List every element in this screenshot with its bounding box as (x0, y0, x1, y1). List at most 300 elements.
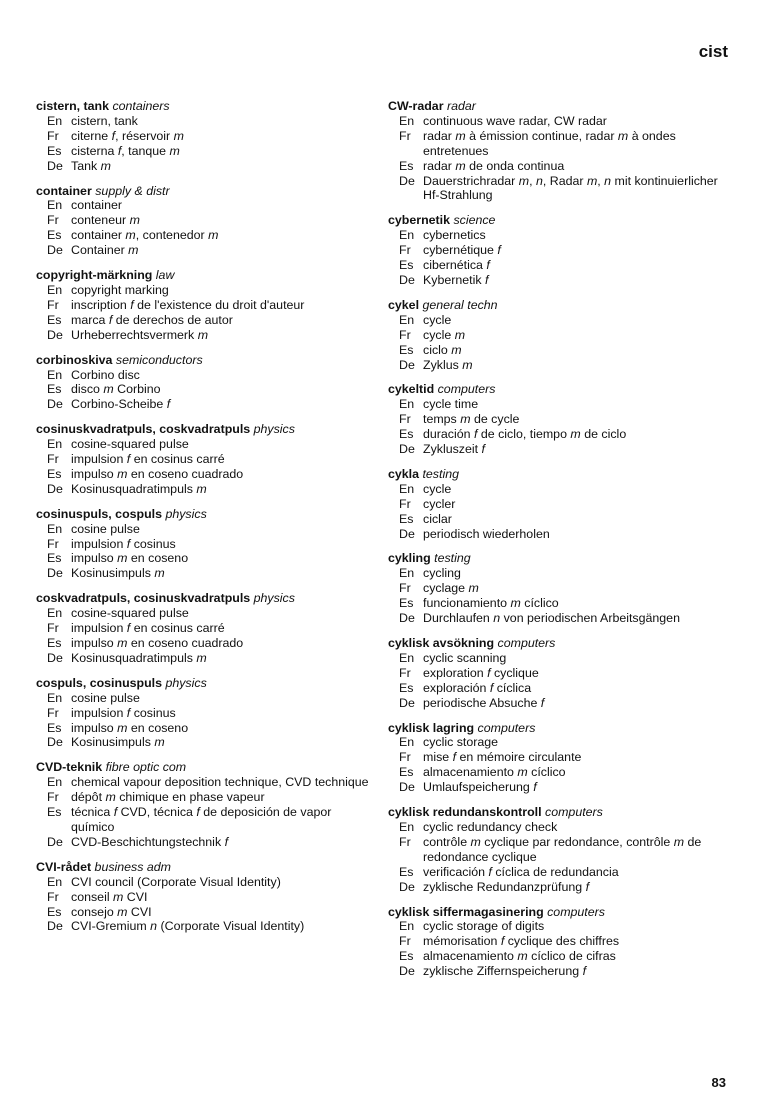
entry-term: cyklisk siffermagasinering (388, 904, 544, 919)
language-code: Es (47, 636, 62, 650)
translation-line (388, 258, 733, 273)
entry-field: computers (545, 805, 603, 820)
language-code: Fr (399, 581, 411, 596)
translation-line (388, 328, 733, 343)
translation-text: continuous wave radar, CW radar (423, 113, 607, 128)
dictionary-entry (388, 382, 733, 457)
translation-text: mise f en mémoire circulante (423, 750, 582, 765)
translation-text: funcionamiento m cíclico (423, 596, 559, 611)
language-code: En (399, 919, 415, 934)
translation-line (36, 397, 376, 412)
translation-text: container (71, 198, 122, 213)
language-code: En (47, 690, 63, 705)
language-code: Fr (47, 705, 59, 720)
dictionary-entry (388, 805, 733, 894)
entry-field: physics (253, 591, 295, 606)
entry-field: computers (477, 720, 536, 735)
entry-headword (36, 676, 376, 691)
translation-line (36, 735, 376, 750)
translation-line (36, 875, 376, 890)
translation-line (36, 159, 376, 174)
language-code: Fr (47, 536, 59, 551)
translation-text: container m, contenedor m (71, 228, 219, 243)
translation-text: cybernétique f (423, 243, 501, 258)
translation-text: Kosinusquadratimpuls m (71, 650, 207, 665)
translation-text: CVD-Beschichtungstechnik f (71, 834, 229, 849)
dictionary-entry (36, 99, 376, 174)
translation-line (36, 313, 376, 328)
language-code: De (47, 735, 63, 750)
translation-line (388, 159, 733, 174)
language-code: En (47, 775, 63, 790)
language-code: De (47, 243, 63, 258)
translation-line (36, 905, 376, 920)
translation-text: temps m de cycle (423, 412, 520, 427)
language-code: Fr (399, 496, 411, 511)
dictionary-entry (388, 636, 733, 711)
entry-field: containers (112, 99, 170, 113)
entry-headword (36, 99, 376, 114)
entry-field: radar (446, 99, 476, 113)
entry-headword (36, 760, 376, 775)
translation-line (388, 442, 733, 457)
entry-field: fibre optic com (105, 760, 187, 775)
language-code: Es (399, 949, 414, 964)
language-code: En (47, 606, 63, 621)
translation-text: copyright marking (71, 282, 169, 297)
translation-line (36, 114, 376, 129)
translation-text: cycler (423, 496, 456, 511)
dictionary-entry (36, 860, 376, 935)
language-code: En (399, 650, 415, 665)
translation-text: impulsion f cosinus (71, 536, 176, 551)
translation-text: cyclic storage of digits (423, 919, 545, 934)
translation-text: Kosinusquadratimpuls m (71, 481, 207, 496)
translation-line (36, 651, 376, 666)
translation-text: cistern, tank (71, 113, 138, 128)
entry-term: cistern, tank (36, 99, 109, 113)
translation-line (388, 512, 733, 527)
language-code: Es (47, 143, 62, 158)
entry-headword (36, 507, 376, 522)
dictionary-entry (36, 507, 376, 582)
translation-line (36, 835, 376, 850)
entry-field: testing (422, 466, 459, 481)
translation-line (36, 522, 376, 537)
entry-term: cyklisk lagring (388, 720, 475, 735)
translation-text: cycle (423, 481, 452, 496)
translation-text: impulso m en coseno (71, 720, 189, 735)
translation-text: duración f de ciclo, tiempo m de ciclo (423, 427, 627, 442)
language-code: En (399, 113, 415, 128)
translation-line (36, 482, 376, 497)
entry-term: CW-radar (388, 99, 444, 113)
translation-text: cycling (423, 566, 461, 581)
translation-text: periodisch wiederholen (423, 526, 550, 541)
translation-text: mémorisation f cyclique des chiffres (423, 934, 620, 949)
translation-text: impulsion f en cosinus carré (71, 452, 225, 467)
translation-line (388, 949, 733, 964)
entry-headword (388, 467, 733, 482)
translation-text: impulso m en coseno cuadrado (71, 466, 244, 481)
dictionary-entry (388, 213, 733, 288)
translation-text: citerne f, réservoir m (71, 128, 184, 143)
translation-text: conteneur m (71, 213, 140, 228)
translation-text: cosine pulse (71, 690, 140, 705)
entry-term: cykel (388, 297, 420, 312)
translation-line (36, 243, 376, 258)
translation-text: CVI-Gremium n (Corporate Visual Identity) (71, 919, 305, 934)
translation-line (36, 621, 376, 636)
language-code: Fr (399, 128, 411, 143)
translation-line (388, 497, 733, 512)
language-code: De (47, 481, 63, 496)
translation-text: cyclic storage (423, 735, 499, 750)
translation-line (36, 919, 376, 934)
translation-text: marca f de derechos de autor (71, 312, 233, 327)
translation-text: periodische Absuche f (423, 695, 545, 710)
translation-line (36, 537, 376, 552)
translation-line (36, 606, 376, 621)
translation-text: Zykluszeit f (423, 442, 485, 457)
entry-term: cykling (388, 551, 431, 566)
translation-line (388, 820, 733, 835)
translation-text: ciclo m (423, 342, 462, 357)
translation-text: radar m à émission continue, radar m à ondes entretenues (423, 128, 676, 158)
entry-field: supply & distr (95, 183, 170, 198)
translation-text: cisterna f, tanque m (71, 143, 180, 158)
language-code: De (47, 650, 63, 665)
translation-line (36, 721, 376, 736)
language-code: En (399, 228, 415, 243)
translation-line (388, 114, 733, 129)
translation-line (36, 452, 376, 467)
dictionary-entry (388, 721, 733, 796)
translation-line (36, 198, 376, 213)
entry-term: cybernetik (388, 213, 450, 228)
entry-field: computers (497, 636, 556, 650)
language-code: Es (47, 551, 62, 566)
translation-line (36, 636, 376, 651)
entry-term: cyklisk avsökning (388, 636, 495, 650)
translation-line (36, 566, 376, 581)
entry-term: CVD-teknik (36, 760, 103, 775)
entry-headword (36, 184, 376, 199)
translation-text: Umlaufspeicherung f (423, 780, 537, 795)
language-code: En (399, 481, 415, 496)
translation-line (388, 765, 733, 780)
translation-text: Container m (71, 243, 139, 258)
translation-text: verificación f cíclica de redundancia (423, 864, 619, 879)
language-code: De (399, 879, 415, 894)
dictionary-entry (388, 905, 733, 980)
language-code: De (47, 327, 63, 342)
translation-line (388, 228, 733, 243)
translation-line (388, 412, 733, 427)
translation-line (388, 581, 733, 596)
language-code: Es (399, 680, 414, 695)
dictionary-entry (36, 353, 376, 413)
language-code: De (399, 526, 415, 541)
translation-line (388, 735, 733, 750)
entry-field: physics (165, 506, 207, 521)
entry-headword (388, 905, 733, 920)
translation-text: cyclic redundancy check (423, 819, 558, 834)
translation-text: impulso m en coseno (71, 551, 189, 566)
translation-text: cosine-squared pulse (71, 606, 189, 621)
translation-text: cosine-squared pulse (71, 437, 189, 452)
language-code: Es (47, 805, 62, 820)
entry-field: testing (434, 551, 471, 566)
language-code: Es (47, 382, 62, 397)
page-number: 83 (711, 1075, 726, 1090)
translation-line (36, 805, 376, 835)
language-code: De (47, 566, 63, 581)
translation-line (388, 566, 733, 581)
entry-field: physics (253, 422, 295, 437)
language-code: Es (47, 904, 62, 919)
entry-field: business adm (94, 859, 171, 874)
translation-text: Durchlaufen n von periodischen Arbeitsgängen (423, 611, 680, 626)
translation-line (388, 174, 733, 204)
translation-line (36, 437, 376, 452)
language-code: De (399, 611, 415, 626)
language-code: De (399, 780, 415, 795)
dictionary-entry (36, 676, 376, 751)
translation-line (388, 243, 733, 258)
translation-text: Kosinusimpuls m (71, 566, 165, 581)
translation-text: exploration f cyclique (423, 665, 539, 680)
translation-text: almacenamiento m cíclico de cifras (423, 949, 616, 964)
translation-text: cibernética f (423, 258, 490, 273)
language-code: Fr (47, 128, 59, 143)
translation-line (388, 397, 733, 412)
entry-headword (36, 591, 376, 606)
entry-field: semiconductors (115, 352, 203, 367)
language-code: Fr (399, 327, 411, 342)
translation-text: consejo m CVI (71, 904, 152, 919)
translation-line (36, 467, 376, 482)
language-code: Fr (399, 412, 411, 427)
language-code: En (399, 735, 415, 750)
translation-text: contrôle m cyclique par redondance, contrôle m de redondance cyclique (423, 834, 702, 864)
language-code: De (399, 964, 415, 979)
entry-headword (36, 860, 376, 875)
entry-headword (388, 551, 733, 566)
language-code: En (47, 282, 63, 297)
language-code: Fr (47, 452, 59, 467)
translation-text: conseil m CVI (71, 889, 148, 904)
translation-line (388, 681, 733, 696)
translation-line (388, 780, 733, 795)
translation-line (388, 919, 733, 934)
language-code: Es (399, 158, 414, 173)
entry-field: physics (165, 675, 207, 690)
language-code: En (47, 874, 63, 889)
language-code: Es (399, 342, 414, 357)
entry-headword (36, 422, 376, 437)
dictionary-entry (36, 268, 376, 343)
translation-line (388, 427, 733, 442)
translation-line (388, 934, 733, 949)
entry-term: coskvadratpuls, cosinuskvadratpuls (36, 591, 251, 606)
translation-text: chemical vapour deposition technique, CVD technique (71, 775, 369, 790)
entry-term: copyright-märkning (36, 268, 153, 283)
language-code: Fr (47, 790, 59, 805)
translation-line (36, 890, 376, 905)
translation-text: impulsion f en cosinus carré (71, 621, 225, 636)
language-code: Es (399, 765, 414, 780)
translation-line (36, 790, 376, 805)
language-code: De (399, 442, 415, 457)
translation-text: Kosinusimpuls m (71, 735, 165, 750)
translation-line (388, 880, 733, 895)
entry-term: cospuls, cosinuspuls (36, 675, 162, 690)
translation-text: cyclic scanning (423, 650, 507, 665)
entry-headword (36, 268, 376, 283)
translation-text: cycle (423, 312, 452, 327)
translation-line (36, 298, 376, 313)
language-code: Es (399, 511, 414, 526)
translation-text: almacenamiento m cíclico (423, 765, 566, 780)
entry-term: cykla (388, 466, 420, 481)
language-code: En (47, 437, 63, 452)
translation-text: cyclage m (423, 581, 479, 596)
translation-line (388, 313, 733, 328)
entry-field: law (155, 268, 175, 283)
language-code: Es (47, 228, 62, 243)
language-code: En (399, 312, 415, 327)
language-code: Fr (399, 934, 411, 949)
translation-line (36, 213, 376, 228)
language-code: En (399, 397, 415, 412)
translation-line (36, 551, 376, 566)
language-code: Fr (47, 889, 59, 904)
translation-text: exploración f cíclica (423, 680, 532, 695)
translation-line (388, 964, 733, 979)
language-code: De (399, 173, 415, 188)
translation-line (36, 706, 376, 721)
translation-text: dépôt m chimique en phase vapeur (71, 790, 265, 805)
language-code: De (47, 834, 63, 849)
translation-text: disco m Corbino (71, 382, 161, 397)
translation-text: cybernetics (423, 228, 486, 243)
language-code: Fr (47, 213, 59, 228)
translation-text: Kybernetik f (423, 272, 489, 287)
translation-text: Tank m (71, 158, 111, 173)
language-code: En (399, 566, 415, 581)
dictionary-entry (388, 298, 733, 373)
language-code: En (47, 198, 63, 213)
entry-term: container (36, 183, 92, 198)
entry-term: corbinoskiva (36, 352, 113, 367)
language-code: De (399, 357, 415, 372)
dictionary-entry (388, 99, 733, 203)
entry-headword (388, 298, 733, 313)
right-column (388, 99, 733, 989)
language-code: Fr (399, 750, 411, 765)
language-code: Es (47, 312, 62, 327)
translation-line (388, 835, 733, 865)
dictionary-entry (36, 591, 376, 666)
language-code: Fr (399, 243, 411, 258)
translation-line (36, 228, 376, 243)
entry-headword (36, 353, 376, 368)
entry-headword (388, 382, 733, 397)
language-code: En (399, 819, 415, 834)
translation-line (388, 696, 733, 711)
translation-text: Zyklus m (423, 357, 473, 372)
translation-line (388, 651, 733, 666)
translation-text: impulso m en coseno cuadrado (71, 636, 244, 650)
entry-term: cosinuskvadratpuls, coskvadratpuls (36, 422, 251, 437)
entry-term: cosinuspuls, cospuls (36, 506, 162, 521)
translation-line (388, 343, 733, 358)
language-code: Es (399, 427, 414, 442)
dictionary-entry (36, 184, 376, 259)
translation-text: inscription f de l'existence du droit d'auteur (71, 297, 305, 312)
translation-line (36, 775, 376, 790)
language-code: Fr (47, 621, 59, 636)
left-column (36, 99, 376, 944)
dictionary-entry (36, 422, 376, 497)
translation-text: cycle time (423, 397, 479, 412)
translation-line (388, 865, 733, 880)
translation-line (36, 691, 376, 706)
translation-line (388, 527, 733, 542)
language-code: Fr (399, 834, 411, 849)
running-header: cist (698, 42, 728, 61)
language-code: Fr (47, 297, 59, 312)
translation-line (36, 144, 376, 159)
language-code: De (47, 397, 63, 412)
entry-field: science (453, 213, 496, 228)
translation-line (36, 328, 376, 343)
language-code: De (399, 272, 415, 287)
dictionary-entry (36, 760, 376, 849)
entry-term: cykeltid (388, 382, 435, 397)
language-code: En (47, 367, 63, 382)
translation-line (36, 382, 376, 397)
translation-text: cycle m (423, 327, 466, 342)
translation-line (388, 358, 733, 373)
language-code: Fr (399, 665, 411, 680)
entry-headword (388, 721, 733, 736)
translation-line (388, 482, 733, 497)
translation-text: Urheberrechtsvermerk m (71, 327, 209, 342)
language-code: De (399, 695, 415, 710)
translation-line (36, 283, 376, 298)
language-code: Es (47, 466, 62, 481)
translation-line (36, 129, 376, 144)
language-code: En (47, 521, 63, 536)
entry-headword (388, 99, 733, 114)
translation-text: cosine pulse (71, 521, 140, 536)
language-code: Es (47, 720, 62, 735)
language-code: Es (399, 596, 414, 611)
translation-line (388, 666, 733, 681)
translation-text: radar m de onda continua (423, 158, 565, 173)
translation-line (388, 611, 733, 626)
language-code: De (47, 919, 63, 934)
language-code: De (47, 158, 63, 173)
translation-text: ciclar (423, 511, 452, 526)
entry-headword (388, 805, 733, 820)
dictionary-entry (388, 467, 733, 542)
translation-text: zyklische Ziffernspeicherung f (423, 964, 587, 979)
translation-text: CVI council (Corporate Visual Identity) (71, 874, 281, 889)
translation-line (388, 129, 733, 159)
